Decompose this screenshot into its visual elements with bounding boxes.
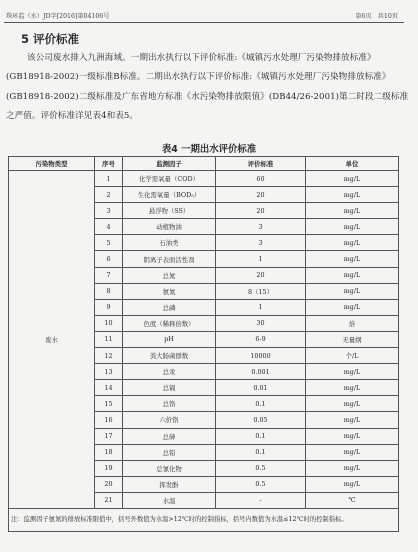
serial-cell: 20 bbox=[95, 476, 123, 492]
unit-cell: 个/L bbox=[306, 348, 399, 364]
table-row bbox=[9, 171, 399, 187]
serial-cell: 5 bbox=[95, 235, 123, 251]
serial-cell: 17 bbox=[95, 428, 123, 444]
unit-cell: mg/L bbox=[306, 364, 399, 380]
header-factor: 监测因子 bbox=[123, 157, 216, 171]
serial-cell: 11 bbox=[95, 331, 123, 347]
standard-cell: 6-9 bbox=[216, 331, 306, 347]
header-serial: 序号 bbox=[95, 157, 123, 171]
unit-cell: mg/L bbox=[306, 283, 399, 299]
section-title: 5 评价标准 bbox=[21, 32, 80, 46]
factor-cell: pH bbox=[123, 331, 216, 347]
factor-cell: 总铬 bbox=[123, 396, 216, 412]
serial-cell: 13 bbox=[95, 364, 123, 380]
standard-cell: 0.1 bbox=[216, 396, 306, 412]
standard-cell: 3 bbox=[216, 235, 306, 251]
standard-cell: 0.1 bbox=[216, 428, 306, 444]
table-note: 注：监测因子氨氮的排放标准限值中，括号外数值为水温>12℃时的控制指标，括号内数值为水温≤12℃时的控制指标。 bbox=[9, 508, 399, 531]
standard-cell: 1 bbox=[216, 299, 306, 315]
standard-cell: 20 bbox=[216, 203, 306, 219]
factor-cell: 六价铬 bbox=[123, 412, 216, 428]
factor-cell: 总砷 bbox=[123, 428, 216, 444]
standard-cell: 0.5 bbox=[216, 476, 306, 492]
factor-cell: 总镉 bbox=[123, 380, 216, 396]
serial-cell: 15 bbox=[95, 396, 123, 412]
factor-cell: 粪大肠菌群数 bbox=[123, 348, 216, 364]
unit-cell: mg/L bbox=[306, 203, 399, 219]
standard-cell: 60 bbox=[216, 171, 306, 187]
factor-cell: 总汞 bbox=[123, 364, 216, 380]
standard-cell: 20 bbox=[216, 187, 306, 203]
unit-cell: mg/L bbox=[306, 235, 399, 251]
serial-cell: 18 bbox=[95, 444, 123, 460]
table-title: 表4 一期出水评价标准 bbox=[161, 144, 257, 155]
standard-cell: 0.001 bbox=[216, 364, 306, 380]
unit-cell: mg/L bbox=[306, 267, 399, 283]
unit-cell: mg/L bbox=[306, 460, 399, 476]
factor-cell: 生化需氧量（BOD₅） bbox=[123, 187, 216, 203]
factor-cell: 总磷 bbox=[123, 299, 216, 315]
unit-cell: 无量纲 bbox=[306, 331, 399, 347]
unit-cell: 倍 bbox=[306, 315, 399, 331]
serial-cell: 16 bbox=[95, 412, 123, 428]
page-number: 第6页 共10页 bbox=[355, 13, 398, 20]
report-number: 珠环监（水）JD字[2016]第04106号 bbox=[6, 13, 110, 20]
unit-cell: mg/L bbox=[306, 412, 399, 428]
unit-cell: mg/L bbox=[306, 428, 399, 444]
standard-cell: 0.1 bbox=[216, 444, 306, 460]
factor-cell: 石油类 bbox=[123, 235, 216, 251]
standard-cell: 8（15） bbox=[216, 283, 306, 299]
serial-cell: 8 bbox=[95, 283, 123, 299]
pollutant-category-cell: 废水 bbox=[9, 171, 95, 509]
factor-cell: 总氮 bbox=[123, 267, 216, 283]
unit-cell: mg/L bbox=[306, 171, 399, 187]
serial-cell: 14 bbox=[95, 380, 123, 396]
standard-cell: 30 bbox=[216, 315, 306, 331]
unit-cell: mg/L bbox=[306, 396, 399, 412]
serial-cell: 21 bbox=[95, 492, 123, 508]
standard-cell: 0.5 bbox=[216, 460, 306, 476]
serial-cell: 4 bbox=[95, 219, 123, 235]
unit-cell: mg/L bbox=[306, 476, 399, 492]
table-note-row bbox=[9, 508, 399, 531]
unit-cell: mg/L bbox=[306, 251, 399, 267]
factor-cell: 总氰化物 bbox=[123, 460, 216, 476]
standard-cell: 1 bbox=[216, 251, 306, 267]
factor-cell: 悬浮物（SS） bbox=[123, 203, 216, 219]
standard-cell: 10000 bbox=[216, 348, 306, 364]
unit-cell: mg/L bbox=[306, 380, 399, 396]
header-pollutant-type: 污染物类型 bbox=[9, 157, 95, 171]
serial-cell: 6 bbox=[95, 251, 123, 267]
header-divider bbox=[4, 22, 404, 23]
serial-cell: 7 bbox=[95, 267, 123, 283]
serial-cell: 1 bbox=[95, 171, 123, 187]
standard-cell: 20 bbox=[216, 267, 306, 283]
serial-cell: 12 bbox=[95, 348, 123, 364]
unit-cell: mg/L bbox=[306, 187, 399, 203]
serial-cell: 9 bbox=[95, 299, 123, 315]
factor-cell: 总铅 bbox=[123, 444, 216, 460]
standards-table bbox=[8, 156, 399, 532]
header-unit: 单位 bbox=[306, 157, 399, 171]
factor-cell: 动植物油 bbox=[123, 219, 216, 235]
standard-cell: 0.05 bbox=[216, 412, 306, 428]
standard-cell: 3 bbox=[216, 219, 306, 235]
factor-cell: 氨氮 bbox=[123, 283, 216, 299]
standard-cell: - bbox=[216, 492, 306, 508]
unit-cell: ℃ bbox=[306, 492, 399, 508]
standard-cell: 0.01 bbox=[216, 380, 306, 396]
unit-cell: mg/L bbox=[306, 444, 399, 460]
serial-cell: 10 bbox=[95, 315, 123, 331]
factor-cell: 色度（稀释倍数） bbox=[123, 315, 216, 331]
table-header-row bbox=[9, 157, 399, 171]
body-paragraph: 该公司废水排入九洲海域。一期出水执行以下评价标准:《城镇污水处理厂污染物排放标准》(GB18918-2002)一级标准B标准。二期出水执行以下评价标准:《城镇污水处理厂污染物排放标准》(GB18918-2002)二级标准及广东省地方标准《水污染物排放限值》(DB44/26-2001)第二时段二级标准之严值。评价标准详见表4和表5。 bbox=[6, 53, 409, 122]
unit-cell: mg/L bbox=[306, 219, 399, 235]
factor-cell: 水温 bbox=[123, 492, 216, 508]
factor-cell: 挥发酚 bbox=[123, 476, 216, 492]
serial-cell: 2 bbox=[95, 187, 123, 203]
factor-cell: 化学需氧量（COD） bbox=[123, 171, 216, 187]
serial-cell: 19 bbox=[95, 460, 123, 476]
header-standard: 评价标准 bbox=[216, 157, 306, 171]
unit-cell: mg/L bbox=[306, 299, 399, 315]
serial-cell: 3 bbox=[95, 203, 123, 219]
factor-cell: 阴离子表面活性剂 bbox=[123, 251, 216, 267]
